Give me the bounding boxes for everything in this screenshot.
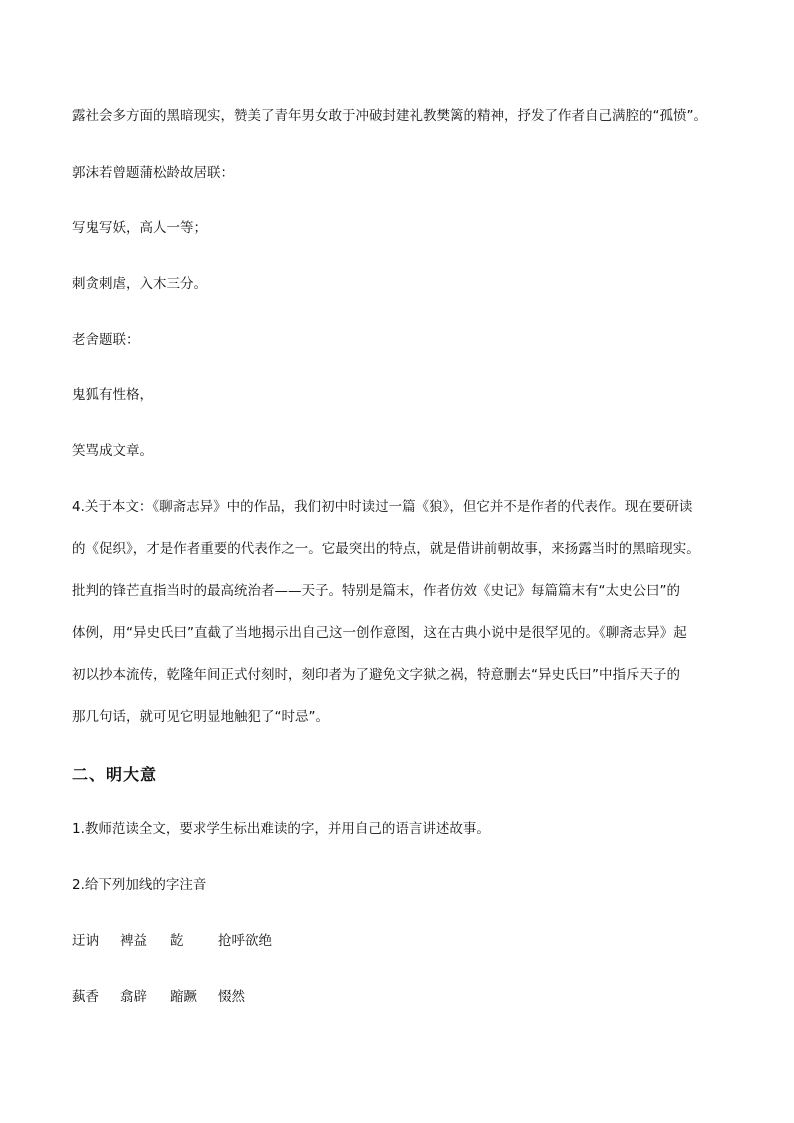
couplet-intro-lao: 老舍题联： (72, 332, 140, 348)
about-text-line: 的《促织》，才是作者重要的代表作之一。它最突出的特点，就是借讲前朝故事，来扬露当时的黑暗现实。 (72, 541, 700, 557)
about-text-line: 那几句话，就可见它明显地触犯了“时忌”。 (72, 709, 329, 725)
paragraph-line: 露社会多方面的黑暗现实，赞美了青年男女敢于冲破封建礼教樊篱的精神，抒发了作者自己满腔的“孤愤”。 (72, 108, 707, 124)
about-text-line: 批判的锋芒直指当时的最高统治者——天子。特别是篇末，作者仿效《史记》每篇篇末有“太史公曰”的 (72, 583, 680, 599)
vocab-word: 蹜蹶 (170, 989, 197, 1005)
couplet-line: 写鬼写妖，高人一等； (72, 220, 207, 236)
couplet-line: 鬼狐有性格， (72, 387, 153, 403)
about-text-line: 4.关于本文：《聊斋志异》中的作品，我们初中时读过一篇《狼》，但它并不是作者的代表作。现在要研读 (72, 499, 693, 515)
vocab-word: 龁 (170, 933, 184, 949)
vocab-word: 抢呼欲绝 (218, 933, 272, 949)
about-text-line: 体例，用“异史氏曰”直截了当地揭示出自己这一创作意图，这在古典小说中是很罕见的。《聊斋志异》起 (72, 625, 687, 641)
vocab-word: 惙然 (218, 989, 245, 1005)
couplet-intro-guo: 郭沫若曾题蒲松龄故居联： (72, 165, 234, 181)
couplet-line: 笑骂成文章。 (72, 443, 153, 459)
list-item: 2.给下列加线的字注音 (72, 877, 207, 893)
vocab-word: 蓺香 (72, 989, 99, 1005)
couplet-line: 刺贪刺虐，入木三分。 (72, 276, 207, 292)
about-text-line: 初以抄本流传，乾隆年间正式付刻时，刻印者为了避免文字狱之祸，特意删去“异史氏曰”中指斥天子的 (72, 667, 680, 683)
vocab-word: 裨益 (120, 933, 147, 949)
vocab-word: 翕辟 (120, 989, 147, 1005)
vocab-word: 迂讷 (72, 933, 99, 949)
list-item: 1.教师范读全文，要求学生标出难读的字，并用自己的语言讲述故事。 (72, 821, 490, 837)
section-heading: 二、明大意 (72, 765, 158, 784)
